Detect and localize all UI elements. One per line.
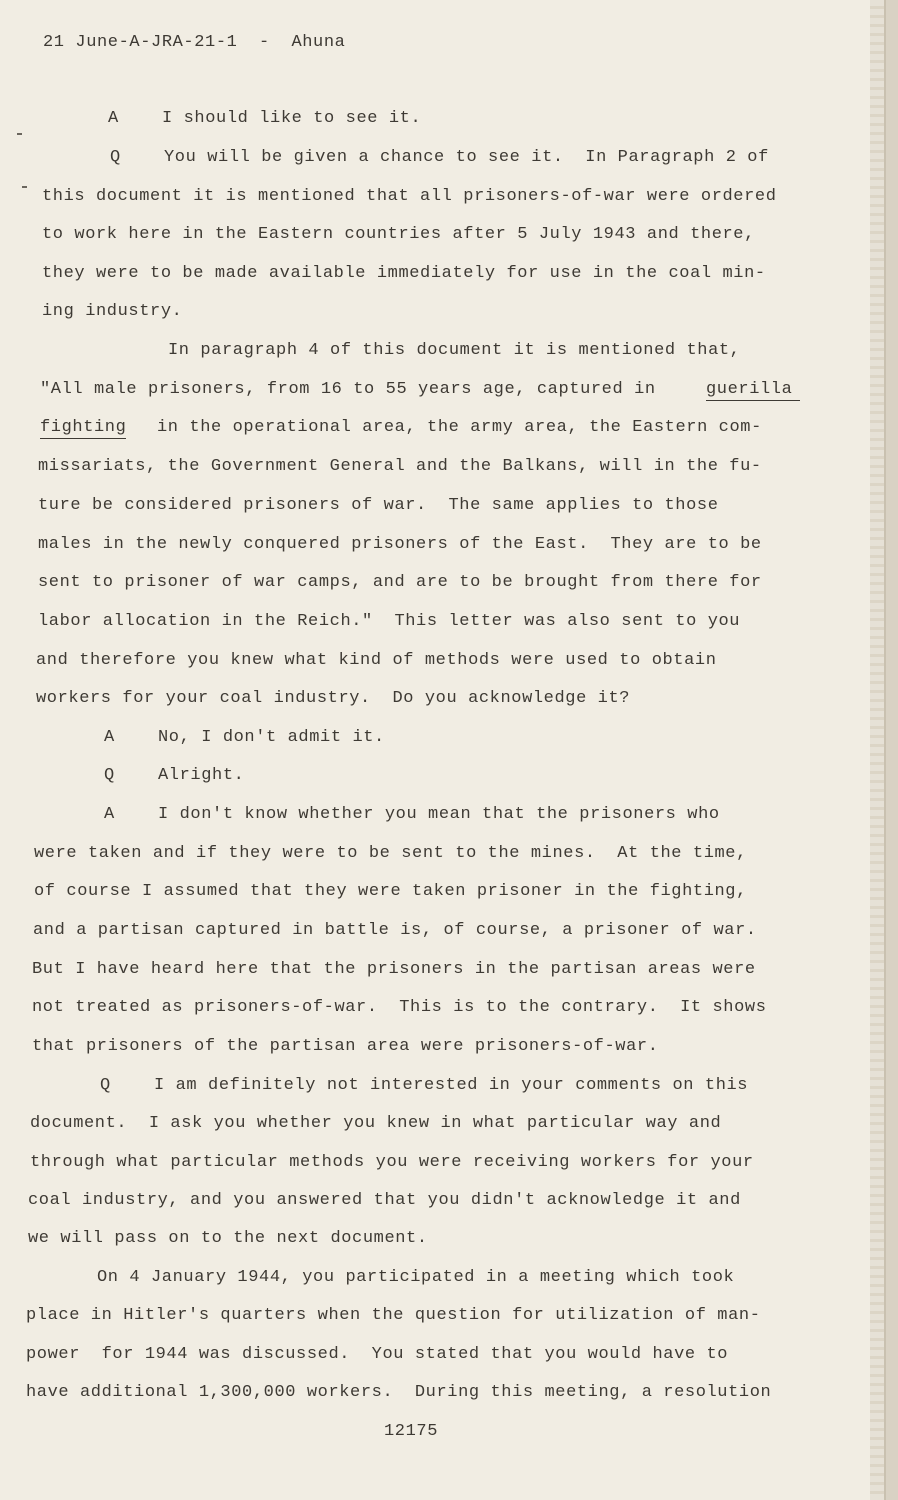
- text-line: were taken and if they were to be sent to the mines. At the time,: [34, 844, 747, 863]
- text-line: to work here in the Eastern countries after 5 July 1943 and there,: [42, 225, 755, 244]
- text-line: sent to prisoner of war camps, and are to be brought from there for: [38, 573, 762, 592]
- text-line: "All male prisoners, from 16 to 55 years age, captured in: [40, 380, 656, 399]
- text-line: place in Hitler's quarters when the question for utilization of man-: [26, 1306, 761, 1325]
- text-line: males in the newly conquered prisoners of the East. They are to be: [38, 535, 762, 554]
- text-line: that prisoners of the partisan area were prisoners-of-war.: [32, 1037, 659, 1056]
- answer-line: A I should like to see it.: [108, 109, 422, 128]
- text-line: workers for your coal industry. Do you acknowledge it?: [36, 689, 631, 708]
- text-line: of course I assumed that they were taken prisoner in the fighting,: [34, 882, 747, 901]
- underlined-word: guerilla: [706, 380, 800, 401]
- text-line: labor allocation in the Reich." This letter was also sent to you: [38, 612, 741, 631]
- question-line: Q Alright.: [104, 766, 245, 785]
- text-line: this document it is mentioned that all prisoners-of-war were ordered: [42, 187, 777, 206]
- underlined-word: fighting: [40, 418, 127, 437]
- question-line: Q You will be given a chance to see it. In Paragraph 2 of: [110, 148, 769, 167]
- text-line: not treated as prisoners-of-war. This is to the contrary. It shows: [32, 998, 767, 1017]
- text-line: ing industry.: [42, 302, 183, 321]
- text-line: But I have heard here that the prisoners in the partisan areas were: [32, 960, 756, 979]
- text-line: they were to be made available immediately for use in the coal min-: [42, 264, 766, 283]
- paragraph-start-line: On 4 January 1944, you participated in a meeting which took: [97, 1268, 735, 1287]
- text-line: through what particular methods you were receiving workers for your: [30, 1153, 754, 1172]
- text-line: power for 1944 was discussed. You stated that you would have to: [26, 1345, 729, 1364]
- document-header: 21 June-A-JRA-21-1 - Ahuna: [43, 33, 346, 52]
- text-line: missariats, the Government General and the Balkans, will in the fu-: [38, 457, 762, 476]
- question-line: Q I am definitely not interested in your comments on this: [100, 1076, 749, 1095]
- text-line: ture be considered prisoners of war. The same applies to those: [38, 496, 719, 515]
- text-line: document. I ask you whether you knew in what particular way and: [30, 1114, 722, 1133]
- answer-line: A No, I don't admit it.: [104, 728, 385, 747]
- margin-mark: [22, 186, 27, 188]
- text-line: we will pass on to the next document.: [28, 1229, 428, 1248]
- page-number: 12175: [384, 1422, 439, 1441]
- text-line: have additional 1,300,000 workers. During this meeting, a resolution: [26, 1383, 772, 1402]
- text-line: and a partisan captured in battle is, of course, a prisoner of war.: [33, 921, 757, 940]
- text-line: coal industry, and you answered that you didn't acknowledge it and: [28, 1191, 741, 1210]
- text-line: in the operational area, the army area, the Eastern com-: [157, 418, 762, 437]
- answer-line: A I don't know whether you mean that the prisoners who: [104, 805, 720, 824]
- paragraph-start-line: In paragraph 4 of this document it is mentioned that,: [168, 341, 741, 360]
- margin-mark: [17, 133, 22, 135]
- text-line: and therefore you knew what kind of methods were used to obtain: [36, 651, 717, 670]
- page-edge: [870, 0, 884, 1500]
